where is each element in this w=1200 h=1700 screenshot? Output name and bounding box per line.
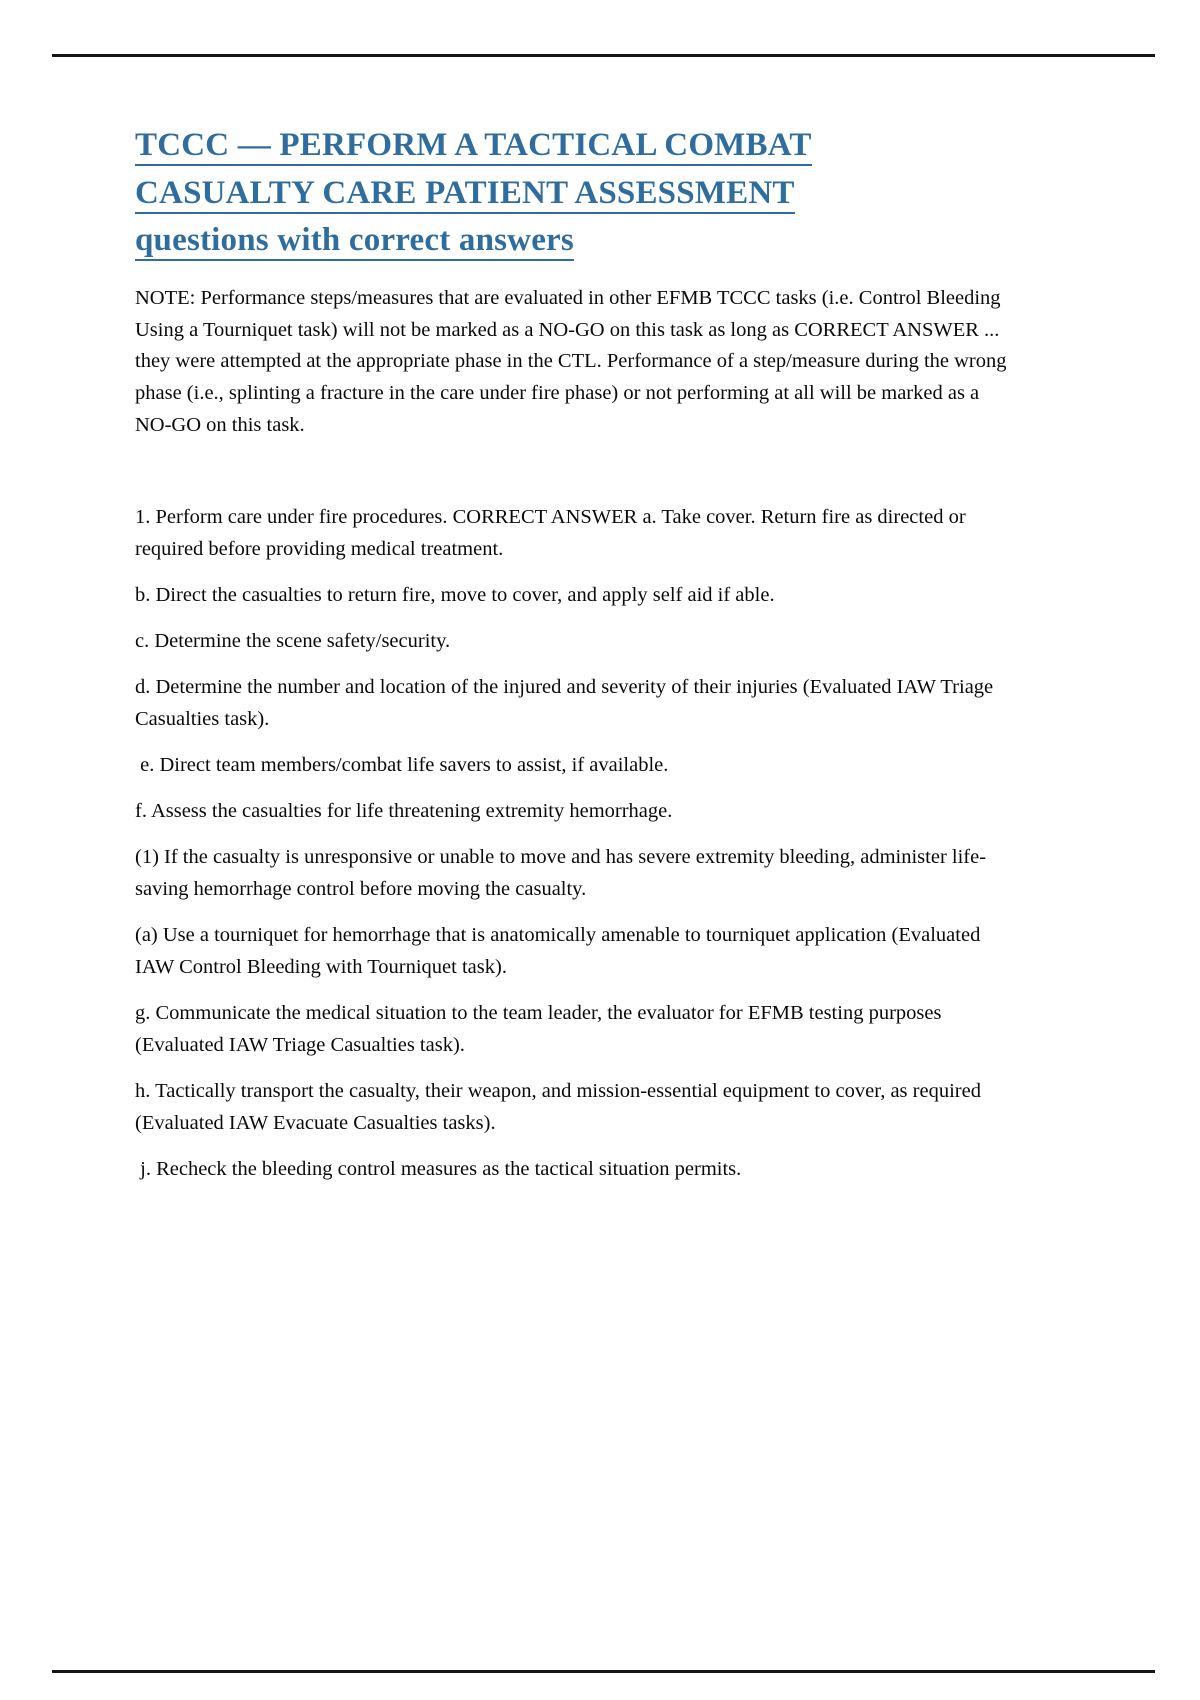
page-title — [135, 122, 1007, 265]
step-paragraph-1-sub: (1) If the casualty is unresponsive or unable to move and has severe extremity bleeding, administer life-saving hemorrhage control before moving the casualty. — [135, 846, 987, 901]
step-paragraph-b: b. Direct the casualties to return fire, move to cover, and apply self aid if able. — [135, 584, 775, 607]
step-paragraph-c: c. Determine the scene safety/security. — [135, 630, 451, 653]
step-paragraph-e: e. Direct team members/combat life savers to assist, if available. — [135, 754, 669, 777]
step-paragraph-d: d. Determine the number and location of the injured and severity of their injuries (Evaluated IAW Triage Casualties task). — [135, 676, 999, 731]
page-title-line-1-text: TCCC — PERFORM A TACTICAL COMBAT — [135, 127, 812, 166]
note-paragraph: NOTE: Performance steps/measures that are evaluated in other EFMB TCCC tasks (i.e. Control Bleeding Using a Tourniquet task) will not be marked as a NO-GO on this task as long as CORRECT ANSWER ... they were attempted at the appropriate phase in the CTL. Performance of a step/measure during the wrong phase (i.e., splinting a fracture in the care under fire phase) or not performing at all will be marked as a NO-GO on this task. — [135, 286, 1012, 437]
page-title-line-3-text: questions with correct answers — [135, 222, 574, 261]
page-title-line-3 — [135, 217, 1007, 265]
step-paragraph-g: g. Communicate the medical situation to the team leader, the evaluator for EFMB testing purposes (Evaluated IAW Triage Casualties task). — [135, 1002, 947, 1056]
page-title-line-2 — [135, 170, 1007, 218]
header-rule — [52, 54, 1155, 57]
section-spacer — [135, 456, 1007, 502]
page-title-line-1 — [135, 122, 1007, 170]
step-paragraph-a-sub: (a) Use a tourniquet for hemorrhage that is anatomically amenable to tourniquet application (Evaluated IAW Control Bleeding with Tourniquet task). — [135, 924, 986, 979]
document-content — [135, 122, 1012, 1200]
step-paragraph-1: 1. Perform care under fire procedures. CORRECT ANSWER a. Take cover. Return fire as directed or required before providing medical treatment. — [135, 506, 971, 561]
step-paragraph-h: h. Tactically transport the casualty, their weapon, and mission-essential equipment to cover, as required (Evaluated IAW Evacuate Casualties tasks). — [135, 1079, 987, 1134]
footer-rule — [52, 1670, 1155, 1673]
page-title-line-2-text: CASUALTY CARE PATIENT ASSESSMENT — [135, 175, 795, 214]
step-paragraph-f: f. Assess the casualties for life threatening extremity hemorrhage. — [135, 800, 673, 823]
step-paragraph-j: j. Recheck the bleeding control measures as the tactical situation permits. — [135, 1157, 742, 1180]
